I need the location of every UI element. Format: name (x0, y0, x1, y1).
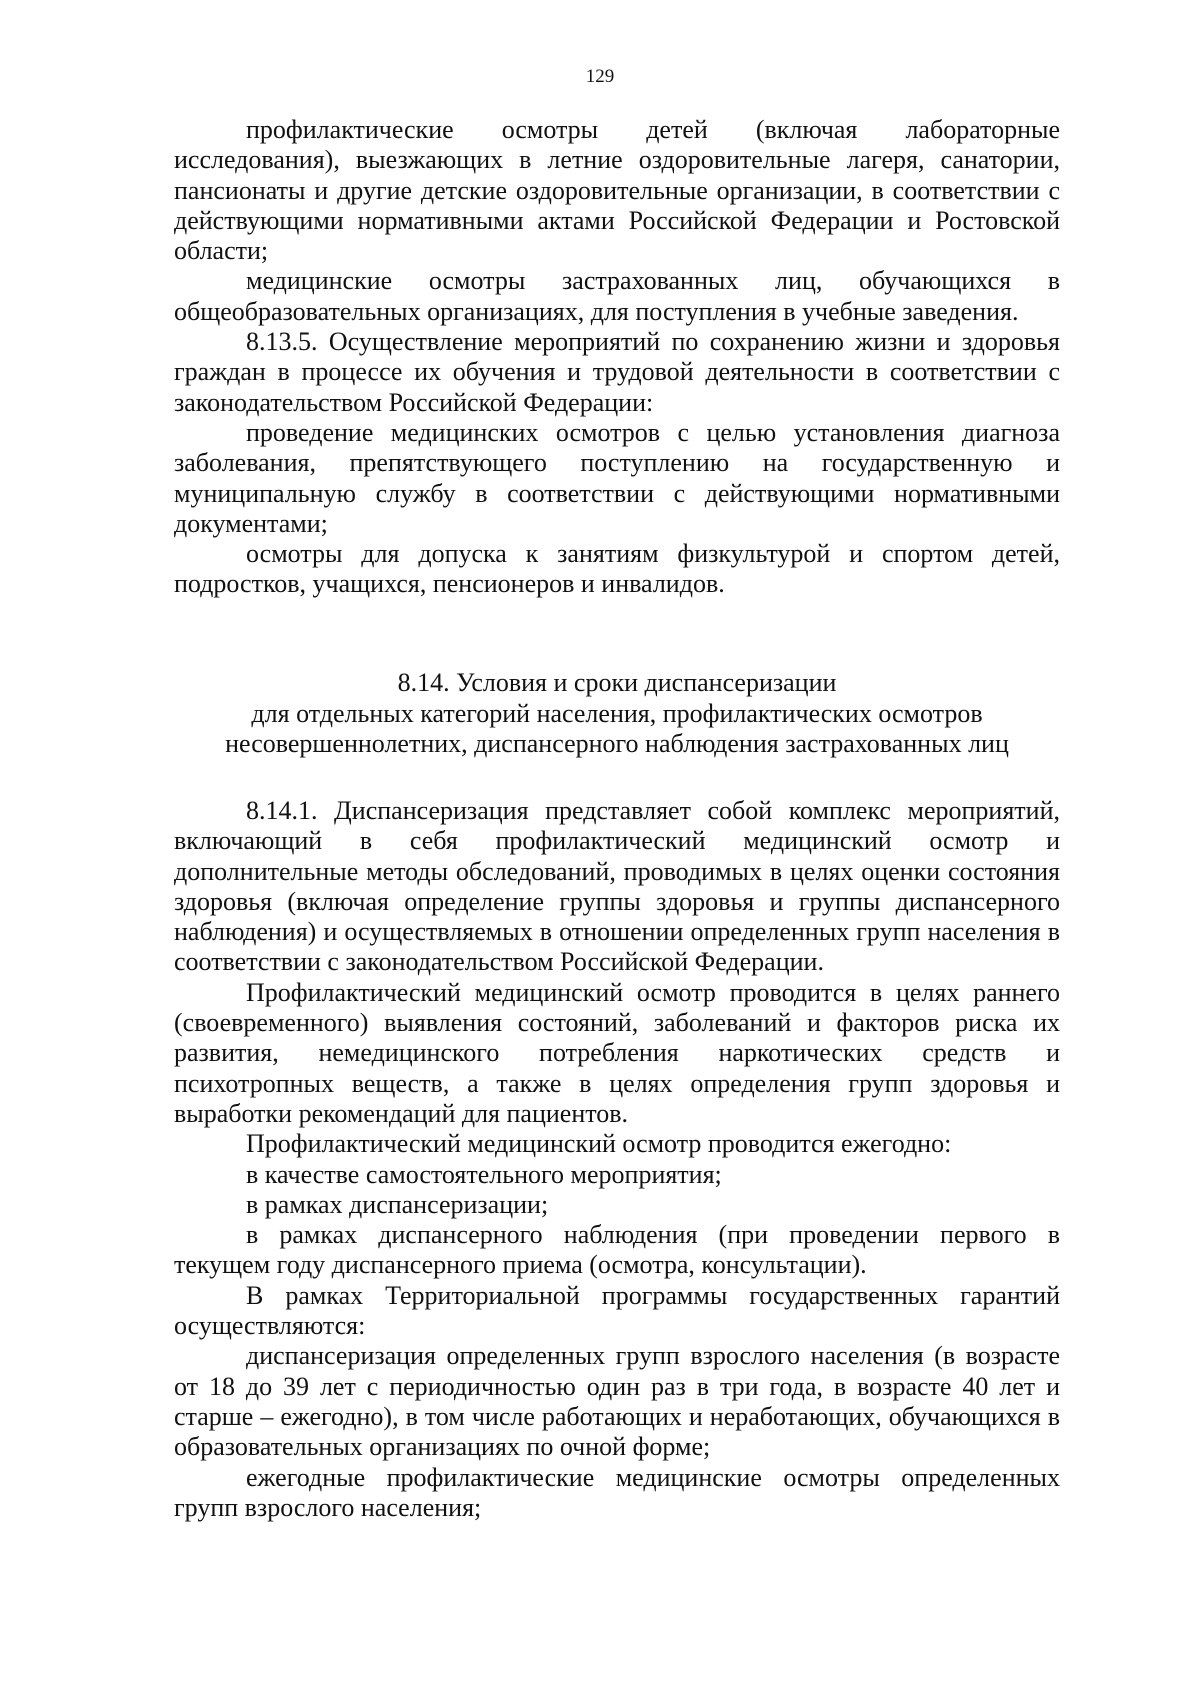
paragraph: 8.14.1. Диспансеризация представляет собой комплекс мероприятий, включающий в себя профилактический медицинский осмотр и дополнительные методы обследований, проводимых в целях оценки состояния здоровья (включая определение группы здоровья и группы диспансерного наблюдения) и осуществляемых в отношении определенных групп населения в соответствии с законодательством Российской Федерации. (174, 796, 1060, 977)
paragraph: Профилактический медицинский осмотр проводится в целях раннего (своевременного) выявления состояний, заболеваний и факторов риска их развития, немедицинского потребления наркотических средств и психотропных веществ, а также в целях определения групп здоровья и выработки рекомендаций для пациентов. (174, 977, 1060, 1128)
paragraph: профилактические осмотры детей (включая лабораторные исследования), выезжающих в летние оздоровительные лагеря, санатории, пансионаты и другие детские оздоровительные организации, в соответствии с действующими нормативными актами Российской Федерации и Ростовской области; (174, 115, 1060, 266)
section-heading-line: 8.14. Условия и сроки диспансеризации (397, 668, 837, 697)
text-block-top (174, 115, 1060, 600)
paragraph: В рамках Территориальной программы государственных гарантий осуществляются: (174, 1280, 1060, 1341)
section-heading-line: несовершеннолетних, диспансерного наблюдения застрахованных лиц (225, 729, 1009, 758)
paragraph: в рамках диспансеризации; (246, 1189, 549, 1219)
section-heading-line: для отдельных категорий населения, профилактических осмотров (251, 698, 983, 728)
paragraph: в рамках диспансерного наблюдения (при проведении первого в текущем году диспансерного приема (осмотра, консультации). (174, 1220, 1060, 1280)
paragraph: 8.13.5. Осуществление мероприятий по сохранению жизни и здоровья граждан в процессе их обучения и трудовой деятельности в соответствии с законодательством Российской Федерации: (174, 327, 1060, 417)
text-block-bottom (174, 796, 1060, 1523)
section-heading (174, 668, 1060, 760)
paragraph: осмотры для допуска к занятиям физкультурой и спортом детей, подростков, учащихся, пенсионеров и инвалидов. (174, 539, 1060, 599)
paragraph: ежегодные профилактические медицинские осмотры определенных групп взрослого населения; (174, 1462, 1060, 1522)
paragraph: Профилактический медицинский осмотр проводится ежегодно: (246, 1129, 952, 1159)
paragraph: медицинские осмотры застрахованных лиц, обучающихся в общеобразовательных организациях, для поступления в учебные заведения. (174, 266, 1060, 326)
paragraph: в качестве самостоятельного мероприятия; (246, 1159, 722, 1189)
paragraph: проведение медицинских осмотров с целью установления диагноза заболевания, препятствующего поступлению на государственную и муниципальную службу в соответствии с действующими нормативными документами; (174, 417, 1060, 538)
paragraph: диспансеризация определенных групп взрослого населения (в возрасте от 18 до 39 лет с периодичностью один раз в три года, в возрасте 40 лет и старше – ежегодно), в том числе работающих и неработающих, обучающихся в образовательных организациях по очной форме; (174, 1341, 1060, 1462)
page-number: 129 (585, 66, 615, 87)
